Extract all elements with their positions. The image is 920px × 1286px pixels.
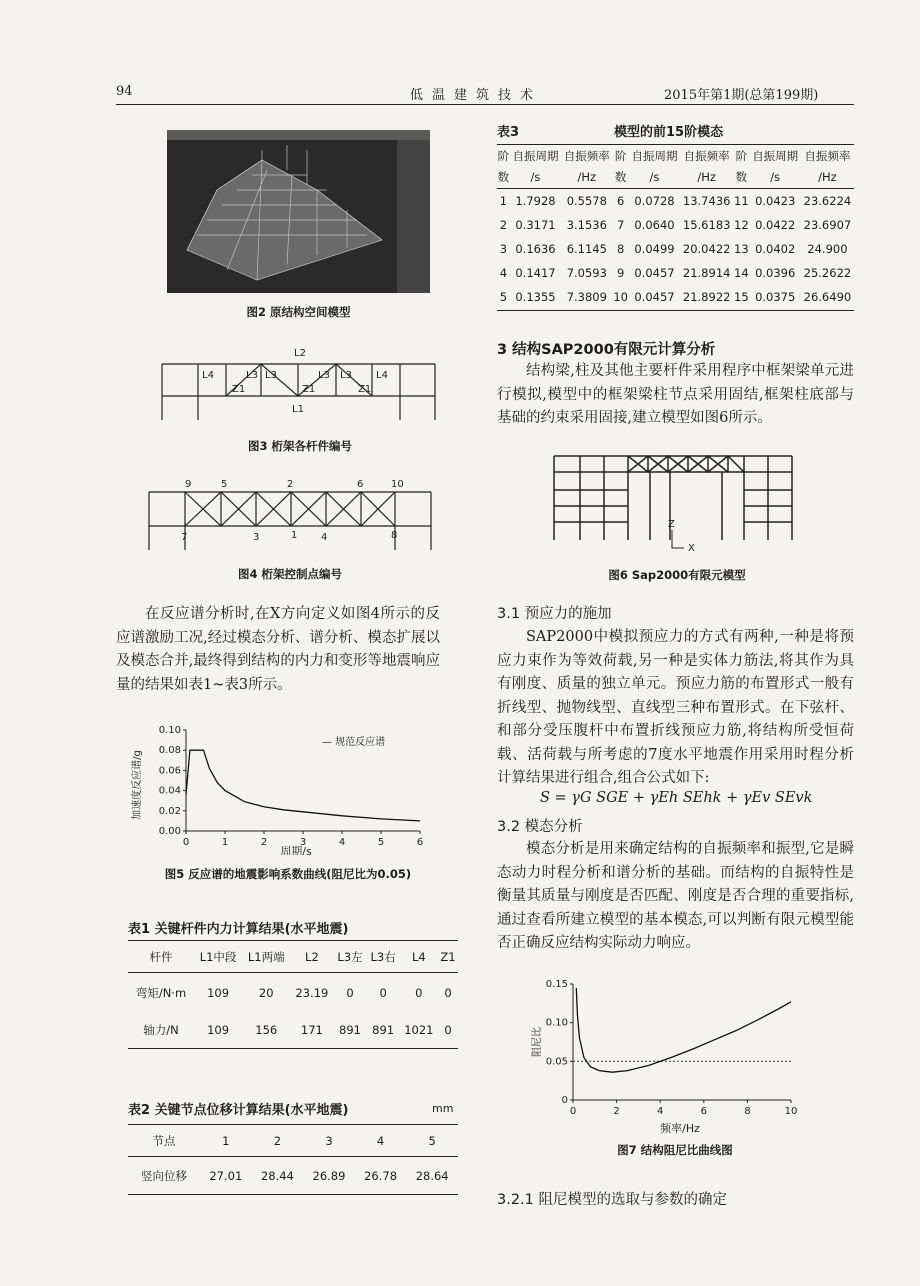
table1-cell: 0: [346, 985, 354, 1000]
fig4-point-9: 9: [185, 479, 192, 490]
x-tick-label: 0: [182, 837, 190, 848]
fig5-chart: [128, 715, 440, 855]
table3: [497, 144, 854, 311]
fig2-model-image: [167, 130, 430, 293]
y-tick-label: 0.02: [158, 805, 181, 817]
fig4-verticals: [221, 492, 361, 526]
fig3-label-L3: L3: [265, 370, 277, 381]
table3-cell: 12: [734, 217, 749, 232]
table3-cell: 24.900: [807, 241, 848, 256]
table-row: [128, 973, 458, 1013]
fig3-label-L2: L2: [294, 348, 306, 359]
fig7-axes: [573, 984, 791, 1100]
fig7-chart: [525, 972, 825, 1140]
fig2-toolbar: [167, 130, 430, 140]
fig6-inner-columns: [650, 472, 722, 540]
table-row: [497, 189, 854, 213]
fig7-damping-curve: [576, 988, 791, 1072]
table2: [128, 1124, 458, 1195]
table3-cell: 0.1355: [515, 290, 556, 305]
table3-cell: 7.3809: [566, 290, 607, 305]
table2-header: 5: [428, 1133, 436, 1148]
table3-header: /s: [649, 170, 660, 185]
section-3-paragraph: 结构梁,柱及其他主要杆件采用程序中框架梁单元进行模拟,模型中的框架梁柱节点采用固结,框架柱底部与基础的约束采用固接,建立模型如图6所示。: [497, 363, 854, 426]
section-3-2-1-heading: 3.2.1 阻尼模型的选取与参数的确定: [497, 1192, 728, 1208]
fig6-frame-model: [552, 452, 802, 562]
fig6-beams: [554, 456, 792, 522]
table3-cell: 4: [499, 265, 508, 280]
table3-header: 阶: [497, 148, 510, 163]
table1-cell: 0: [415, 985, 423, 1000]
fig2-caption: 图2 原结构空间模型: [246, 305, 351, 319]
table2-header: 2: [273, 1133, 282, 1148]
fig7-ticks: [546, 979, 798, 1117]
table3-cell: 15.6183: [682, 217, 731, 232]
table3-header: 数: [497, 170, 510, 185]
table1-cell: 171: [300, 1023, 323, 1038]
table3-cell: 13: [734, 241, 749, 256]
table3-header: 自振周期: [512, 148, 559, 163]
fig5-caption: 图5 反应谱的地震影响系数曲线(阻尼比为0.05): [164, 867, 412, 881]
table3-cell: 0.0499: [634, 241, 675, 256]
x-tick-label: 6: [700, 1106, 707, 1117]
x-tick-label: 4: [338, 837, 346, 848]
table3-header: 数: [735, 170, 748, 185]
table2-cell: 27.01: [209, 1168, 243, 1183]
table1-cell: 23.19: [295, 985, 329, 1000]
x-tick-label: 2: [260, 837, 268, 848]
fig4-caption: 图4 桁架控制点编号: [237, 567, 342, 581]
y-tick-label: 0.15: [545, 979, 568, 990]
fig3-label-L3: L3: [246, 370, 258, 381]
fig7-xlabel: 频率/Hz: [660, 1122, 700, 1135]
table2-header: 1: [222, 1133, 230, 1148]
fig4-diagonals: [185, 492, 395, 526]
table3-header: 数: [614, 170, 627, 185]
table3-cell: 3.1536: [566, 217, 607, 232]
x-tick-label: 1: [221, 837, 229, 848]
page-number: 94: [116, 84, 133, 99]
table2-cell: 28.44: [260, 1168, 294, 1183]
table3-cell: 21.8922: [682, 290, 731, 305]
table1-cell: 20: [258, 985, 274, 1000]
x-tick-label: 6: [416, 837, 424, 848]
fig3-truss: [160, 342, 440, 422]
fig4-point-4: 4: [321, 532, 328, 543]
table2-header: 节点: [152, 1133, 176, 1148]
left-paragraph: 在反应谱分析时,在X方向定义如图4所示的反应谱激励工况,经过模态分析、谱分析、模态扩展以及模态合并,最终得到结构的内力和变形等地震响应量的结果如表1~表3所示。: [116, 606, 440, 693]
fig5-ylabel: 加速度反应谱/g: [132, 750, 143, 820]
table3-cell: 2: [499, 217, 508, 232]
table3-cell: 0.0423: [755, 193, 796, 208]
table3-cell: 0.1417: [515, 265, 556, 280]
table1-cell: 0: [444, 1023, 452, 1038]
table3-cell: 20.0422: [682, 241, 731, 256]
table3-header: /s: [770, 170, 781, 185]
fig4-point-8: 8: [391, 530, 398, 541]
table3-cell: 23.6907: [803, 217, 852, 232]
y-tick-label: 0: [561, 1095, 568, 1106]
table3-header: 自振频率: [563, 148, 610, 163]
section-3-1-paragraph: SAP2000中模拟预应力的方式有两种,一种是将预应力束作为等效荷载,另一种是实体力筋法,将其作为具有刚度、质量的独立单元。预应力筋的布置形式一般有折线型、抛物线型、直线型三种布置形式。在下弦杆、和部分受压腹杆中布置折线预应力筋,将结构所受恒荷载、活荷载与所考虑的7度水平地震作用采用时程分析计算结果进行组合,组合公式如下:: [497, 629, 854, 786]
table1-header: Z1: [440, 949, 456, 964]
x-tick-label: 2: [613, 1106, 620, 1117]
fig7-ylabel: 阻尼比: [532, 1027, 543, 1057]
fig5-legend: — 规范反应谱: [322, 737, 386, 748]
fig2-structure: [187, 145, 382, 280]
x-tick-label: 3: [299, 837, 307, 848]
table1-cell: 弯矩/N·m: [135, 985, 187, 1000]
table2-unit: mm: [432, 1102, 454, 1115]
y-tick-label: 0.10: [545, 1017, 568, 1029]
y-tick-label: 0.06: [158, 765, 181, 777]
table2-header: 3: [325, 1133, 333, 1148]
table3-cell: 0.0396: [755, 265, 796, 280]
table3-label: 表3: [497, 125, 520, 140]
fig4-point-3: 3: [253, 532, 260, 543]
table3-cell: 5: [499, 290, 508, 305]
table3-header: 自振频率: [804, 148, 851, 163]
table2-cell: 26.78: [364, 1168, 398, 1183]
table1-header: L1中段: [199, 949, 237, 964]
header-rule: [116, 104, 854, 105]
fig3-label-L4-left: L4: [202, 370, 214, 381]
table3-cell: 23.6224: [803, 193, 852, 208]
table3-cell: 0.0375: [755, 290, 796, 305]
fig2-side-panel: [397, 140, 430, 293]
table3-header: 自振周期: [631, 148, 678, 163]
table3-cell: 0.3171: [515, 217, 556, 232]
x-tick-label: 4: [657, 1106, 664, 1117]
table3-header: 阶: [614, 148, 627, 163]
table-row: [128, 1157, 458, 1195]
table3-cell: 6.1145: [566, 241, 607, 256]
table3-header: 阶: [735, 148, 748, 163]
table3-cell: 0.1636: [515, 241, 556, 256]
table3-cell: 0.5578: [566, 193, 607, 208]
table1-header: 杆件: [149, 949, 173, 964]
table3-cell: 13.7436: [682, 193, 731, 208]
table3-cell: 8: [616, 241, 625, 256]
table3-cell: 0.0402: [755, 241, 796, 256]
table1-cell: 156: [255, 1023, 278, 1038]
table3-cell: 0.0728: [634, 193, 675, 208]
table3-cell: 0.0457: [634, 265, 675, 280]
y-tick-label: 0.08: [158, 745, 181, 757]
table1-header: L3右: [370, 949, 396, 964]
table2-title: 表2 关键节点位移计算结果(水平地震): [128, 1103, 349, 1118]
table3-cell: 11: [734, 193, 749, 208]
table3-title: 模型的前15阶模态: [614, 125, 724, 140]
table3-header: /Hz: [697, 170, 716, 185]
fig6-axis-triad: [672, 530, 684, 548]
fig5-xlabel: 周期/s: [280, 845, 312, 855]
table1-header: L2: [305, 949, 319, 964]
table-row: [497, 285, 854, 311]
table1-cell: 109: [207, 985, 230, 1000]
fig3-label-Z1: Z1: [358, 384, 372, 395]
y-tick-label: 0.10: [158, 725, 181, 736]
fig4-point-6: 6: [357, 479, 364, 490]
y-tick-label: 0.04: [158, 785, 181, 797]
fig4-point-2: 2: [287, 479, 294, 490]
table1-cell: 0: [379, 985, 387, 1000]
fig3-label-L3: L3: [318, 370, 330, 381]
table1-cell: 0: [444, 985, 452, 1000]
table2-header: 4: [376, 1133, 385, 1148]
table3-cell: 6: [616, 193, 625, 208]
table3-header: 自振周期: [752, 148, 799, 163]
fig3-label-L3: L3: [340, 370, 352, 381]
fig4-point-10: 10: [391, 479, 404, 490]
table-row: [497, 213, 854, 237]
table3-header: /s: [530, 170, 541, 185]
table3-cell: 14: [734, 265, 749, 280]
fig4-point-5: 5: [221, 479, 228, 490]
table3-header: 自振频率: [683, 148, 730, 163]
table3-cell: 15: [734, 290, 749, 305]
x-tick-label: 10: [784, 1106, 798, 1117]
table3-cell: 7.0593: [566, 265, 607, 280]
fig3-label-L1: L1: [292, 404, 304, 415]
section-3-2-paragraph: 模态分析是用来确定结构的自振频率和振型,它是瞬态动力时程分析和谱分析的基础。而结构的自振特性是衡量其质量与刚度是否匹配、刚度是否合理的重要指标,通过查看所建立模型的基本模态,可以判断有限元模型能否正确反应结构实际动力响应。: [497, 841, 854, 951]
section-3-2-heading: 3.2 模态分析: [497, 819, 583, 835]
table1-header: L4: [411, 949, 426, 964]
issue-info: 2015年第1期(总第199期): [664, 88, 819, 103]
fig4-point-1: 1: [291, 530, 298, 541]
table1-cell: 109: [207, 1023, 230, 1038]
fig6-truss-diagonals: [628, 456, 744, 472]
table1-cell: 轴力/N: [143, 1023, 179, 1038]
journal-name: 低温建筑技术: [410, 88, 543, 103]
table3-cell: 25.2622: [803, 265, 852, 280]
section-3-1-heading: 3.1 预应力的施加: [497, 606, 612, 622]
table-row: [497, 237, 854, 261]
table3-cell: 1.7928: [515, 193, 556, 208]
y-tick-label: 0.00: [158, 826, 181, 837]
combination-formula: S = γG SGE + γEh SEhk + γEv SEvk: [540, 790, 813, 806]
table1-title: 表1 关键杆件内力计算结果(水平地震): [128, 922, 349, 937]
table1-header: L1两端: [247, 949, 285, 964]
table3-header: /Hz: [818, 170, 837, 185]
fig3-label-Z1: Z1: [302, 384, 316, 395]
table2-cell: 26.89: [312, 1168, 346, 1183]
section-3-heading: 3 结构SAP2000有限元计算分析: [497, 342, 716, 358]
x-tick-label: 0: [569, 1106, 577, 1117]
table3-cell: 0.0640: [634, 217, 675, 232]
table3-cell: 7: [616, 217, 625, 232]
fig4-truss: [145, 478, 435, 552]
x-tick-label: 5: [377, 837, 385, 848]
table-row: [497, 261, 854, 285]
table3-cell: 3: [499, 241, 508, 256]
table2-cell: 竖向位移: [141, 1168, 188, 1183]
fig6-axis-z: Z: [668, 519, 675, 530]
table1-header: L3左: [337, 949, 363, 964]
fig4-columns: [149, 492, 431, 550]
table3-cell: 26.6490: [803, 290, 852, 305]
table1-cell: 891: [339, 1023, 361, 1038]
table1: [128, 940, 458, 1049]
fig4-point-7: 7: [181, 532, 188, 543]
table-row: [128, 1013, 458, 1049]
table3-cell: 21.8914: [682, 265, 731, 280]
y-tick-label: 0.05: [545, 1056, 568, 1068]
table1-cell: 891: [372, 1023, 395, 1038]
table3-cell: 0.0422: [755, 217, 796, 232]
table3-cell: 0.0457: [634, 290, 675, 305]
table3-cell: 1: [499, 193, 508, 208]
table1-cell: 1021: [404, 1023, 434, 1038]
fig3-label-L4-right: L4: [376, 370, 388, 381]
fig2-svg: [167, 130, 430, 293]
table3-cell: 10: [613, 290, 628, 305]
table3-cell: 9: [616, 265, 625, 280]
fig5-spectrum-line: [186, 750, 420, 821]
fig6-caption: 图6 Sap2000有限元模型: [608, 568, 746, 582]
fig6-axis-x: X: [688, 543, 695, 554]
fig7-caption: 图7 结构阻尼比曲线图: [617, 1143, 733, 1157]
x-tick-label: 8: [744, 1106, 751, 1117]
table3-header: /Hz: [577, 170, 597, 185]
fig3-caption: 图3 桁架各杆件编号: [247, 439, 352, 453]
table2-cell: 28.64: [415, 1168, 449, 1183]
fig3-label-Z1: Z1: [232, 384, 246, 395]
